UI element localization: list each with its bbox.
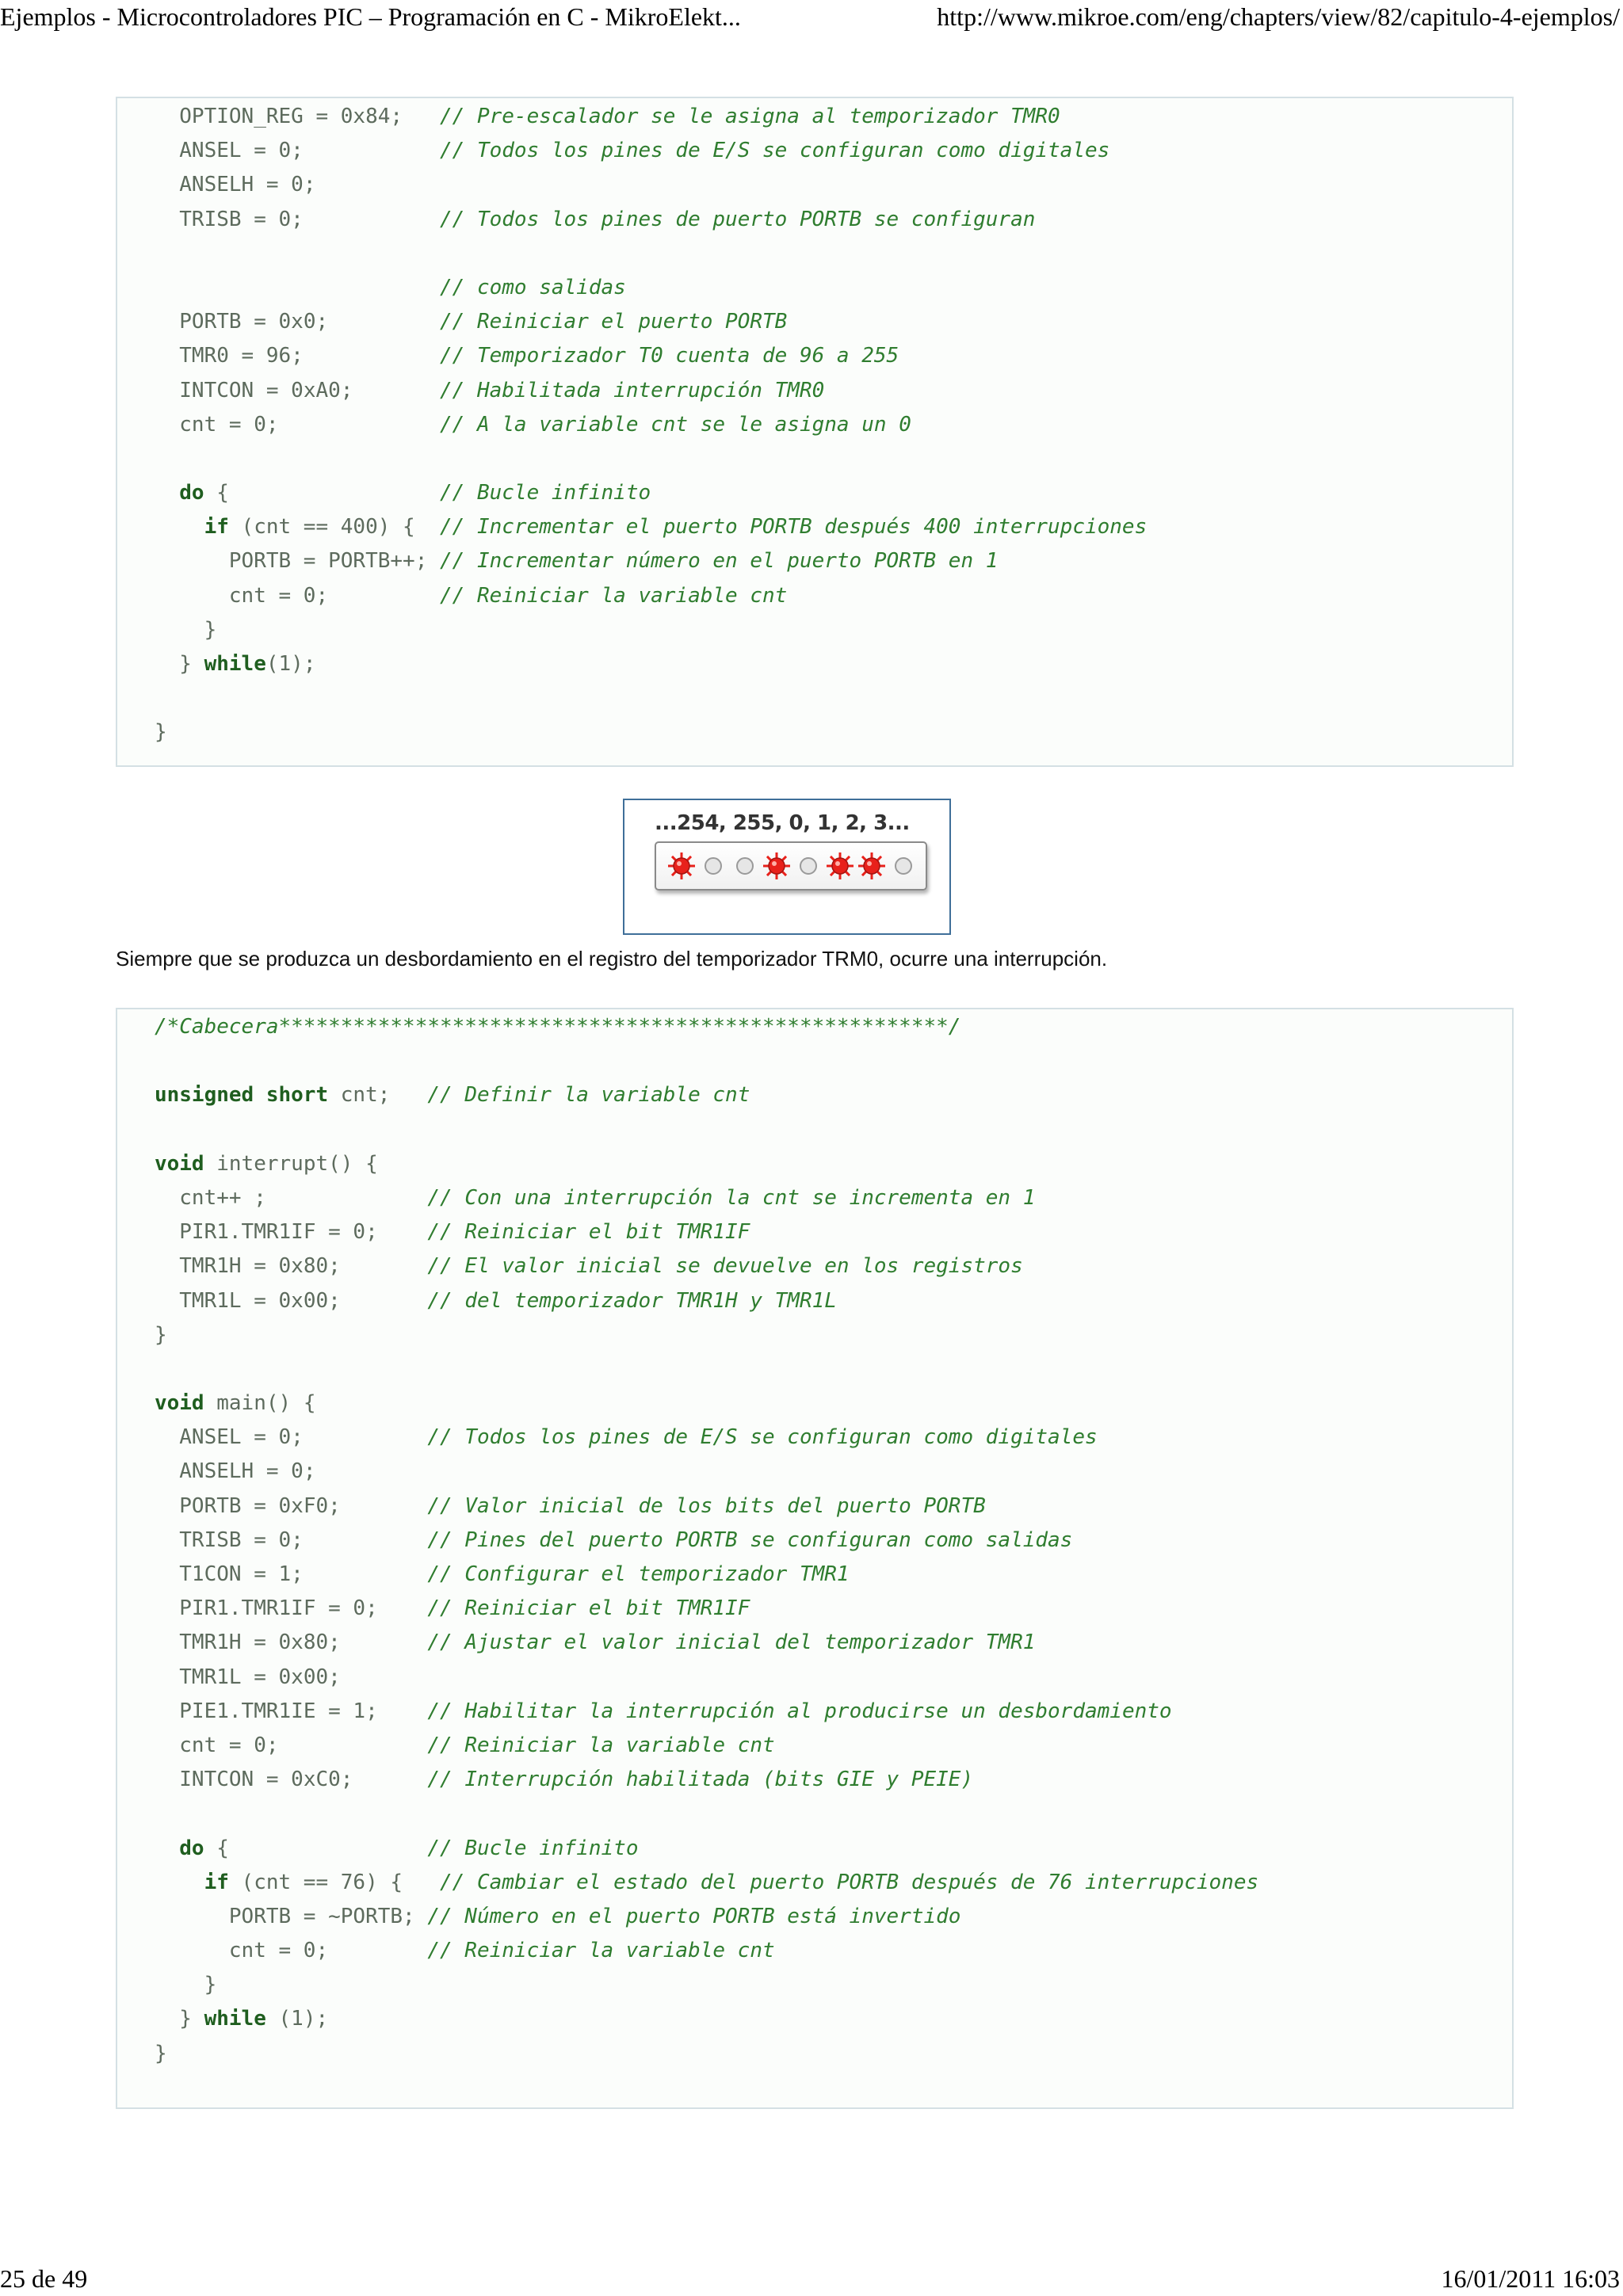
code-text: { [204, 1836, 428, 1860]
code-comment: // Incrementar el puerto PORTB después 400 interrupciones [440, 515, 1148, 540]
code-line [117, 1489, 1258, 1524]
code-comment: // Interrupción habilitada (bits GIE y PEIE) [427, 1768, 974, 1792]
counter-sequence-label: ...254, 255, 0, 1, 2, 3... [655, 811, 910, 835]
code-comment: // Cambiar el estado del puerto PORTB después de 76 interrupciones [440, 1870, 1259, 1894]
code-listing [117, 1010, 1258, 2071]
code-comment: // Reiniciar la variable cnt [440, 583, 788, 608]
code-indent [117, 515, 204, 539]
code-indent [117, 276, 440, 299]
print-datetime: 16/01/2011 16:03 [1441, 2264, 1620, 2293]
code-comment: // Valor inicial de los bits del puerto PORTB [427, 1493, 986, 1518]
code-indent [117, 1323, 155, 1347]
code-indent [117, 2042, 155, 2065]
code-indent [117, 1118, 155, 1142]
code-line [117, 613, 1147, 647]
code-indent [117, 652, 179, 676]
code-comment: // del temporizador TMR1H y TMR1L [427, 1288, 837, 1313]
code-comment: // Habilitada interrupción TMR0 [440, 378, 825, 402]
code-indent [117, 1733, 179, 1757]
code-line [117, 100, 1147, 134]
code-keyword: while [204, 2007, 266, 2031]
code-indent [117, 1152, 155, 1176]
code-comment: // El valor inicial se devuelve en los registros [427, 1254, 1023, 1279]
code-text: TMR1H = 0x80; [179, 1254, 428, 1279]
code-text: interrupt() { [204, 1151, 378, 1176]
code-indent [117, 1391, 155, 1415]
code-comment: // Habilitar la interrupción al producirse un desbordamiento [427, 1699, 1172, 1723]
code-line [117, 1832, 1258, 1866]
code-text: (1); [265, 2007, 329, 2031]
code-line [117, 1797, 1258, 1831]
code-line [117, 1524, 1258, 1558]
code-comment: /*Cabecera******************************************************/ [154, 1015, 961, 1039]
code-line [117, 203, 1147, 237]
led-off-icon [896, 858, 911, 874]
code-indent [117, 1871, 204, 1894]
page-number: 25 de 49 [0, 2264, 88, 2293]
code-indent [117, 1425, 179, 1449]
led-off-icon [705, 858, 721, 874]
code-comment: // Incrementar número en el puerto PORTB en 1 [440, 549, 999, 574]
code-comment: // como salidas [440, 275, 626, 299]
code-comment: // Pre-escalador se le asigna al temporizador TMR0 [440, 105, 1060, 128]
code-text: (cnt == 76) { [228, 1870, 440, 1894]
code-text: } [154, 720, 167, 745]
code-indent [117, 481, 179, 505]
code-comment: // Todos los pines de E/S se configuran como digitales [427, 1425, 1098, 1450]
code-line [117, 510, 1147, 544]
code-comment: // Con una interrupción la cnt se incrementa en 1 [427, 1185, 1036, 1210]
code-indent [117, 1459, 179, 1483]
code-comment: // Configurar el temporizador TMR1 [427, 1562, 850, 1586]
code-text: TMR1L = 0x00; [179, 1288, 428, 1313]
code-text: } [179, 2007, 204, 2031]
code-line [117, 1318, 1258, 1352]
code-keyword: void [154, 1151, 204, 1176]
page-url: http://www.mikroe.com/eng/chapters/view/82/capitulo-4-ejemplos/ [937, 2, 1620, 31]
code-indent [117, 379, 179, 402]
code-line [117, 134, 1147, 168]
code-keyword: unsigned short [154, 1083, 329, 1108]
print-header [0, 0, 1623, 33]
code-comment: // Todos los pines de puerto PORTB se configuran [440, 207, 1036, 231]
code-indent [117, 447, 155, 471]
page-title: Ejemplos - Microcontroladores PIC – Programación en C - MikroElekt... [0, 2, 741, 31]
led-on-icon [668, 852, 695, 879]
code-comment: // Reiniciar el puerto PORTB [440, 310, 788, 334]
code-comment: // Temporizador T0 cuenta de 96 a 255 [440, 344, 899, 368]
code-line [117, 1455, 1258, 1489]
code-line [117, 1626, 1258, 1660]
code-indent [117, 1630, 179, 1654]
code-line [117, 579, 1147, 613]
code-line [117, 1421, 1258, 1455]
code-indent [117, 1836, 179, 1860]
code-indent [117, 1357, 155, 1381]
code-line [117, 1592, 1258, 1626]
code-line [117, 1661, 1258, 1695]
code-indent [117, 208, 179, 231]
code-text: } [179, 652, 204, 676]
code-line [117, 1558, 1258, 1592]
code-line [117, 1215, 1258, 1249]
code-comment: // Bucle infinito [440, 481, 651, 505]
code-block-timer0 [116, 97, 1514, 767]
code-comment: // Pines del puerto PORTB se configuran como salidas [427, 1527, 1073, 1552]
print-footer [0, 2263, 1623, 2294]
led-off-icon [800, 858, 816, 874]
code-line [117, 1695, 1258, 1729]
code-comment: // Definir la variable cnt [427, 1083, 750, 1108]
code-text: ANSEL = 0; [179, 139, 441, 163]
code-line [117, 408, 1147, 442]
code-indent [117, 1289, 179, 1313]
code-text: INTCON = 0xC0; [179, 1768, 428, 1792]
code-line [117, 1147, 1258, 1181]
code-indent [117, 173, 179, 196]
figure-caption: Siempre que se produzca un desbordamiento en el registro del temporizador TRM0, ocurre una interrupción. [116, 947, 1108, 971]
code-text: PIR1.TMR1IF = 0; [179, 1220, 428, 1245]
code-keyword: if [204, 515, 229, 540]
code-indent [117, 1220, 179, 1244]
code-comment: // Número en el puerto PORTB está invertido [427, 1904, 961, 1928]
code-line [117, 1249, 1258, 1283]
code-indent [117, 310, 179, 334]
code-indent [117, 1939, 229, 1962]
code-listing [117, 100, 1147, 750]
code-indent [117, 139, 179, 162]
code-line [117, 681, 1147, 715]
code-text: PORTB = ~PORTB; [228, 1904, 428, 1928]
code-indent [117, 242, 155, 265]
code-text: cnt++ ; [179, 1185, 428, 1210]
code-text: } [204, 617, 217, 642]
code-indent [117, 1665, 179, 1689]
led-panel [655, 841, 927, 891]
code-keyword: if [204, 1870, 229, 1894]
code-indent [117, 618, 204, 642]
code-text: cnt = 0; [179, 1733, 428, 1757]
code-text: PORTB = PORTB++; [228, 549, 440, 574]
led-off-icon [737, 858, 753, 874]
led-on-icon [827, 852, 854, 879]
code-indent [117, 584, 229, 608]
code-text: TMR1H = 0x80; [179, 1630, 428, 1655]
code-keyword: do [179, 481, 204, 505]
code-line [117, 1078, 1258, 1112]
code-text: ANSELH = 0; [179, 173, 316, 197]
code-line [117, 1968, 1258, 2002]
code-line [117, 1181, 1258, 1215]
code-line [117, 1763, 1258, 1797]
code-line [117, 1900, 1258, 1934]
code-indent [117, 720, 155, 744]
code-line [117, 476, 1147, 510]
code-line [117, 1386, 1258, 1421]
code-text: main() { [204, 1391, 316, 1416]
code-line [117, 1284, 1258, 1318]
code-indent [117, 2007, 179, 2031]
code-indent [117, 1015, 155, 1039]
code-keyword: do [179, 1836, 204, 1860]
code-text: } [154, 2041, 167, 2065]
code-keyword: while [204, 652, 266, 676]
code-indent [117, 413, 179, 437]
code-indent [117, 1905, 229, 1928]
code-line [117, 647, 1147, 681]
code-line [117, 1934, 1258, 1968]
code-indent [117, 1528, 179, 1552]
code-text: INTCON = 0xA0; [179, 378, 441, 402]
code-line [117, 339, 1147, 373]
code-line [117, 544, 1147, 578]
code-text: } [154, 1322, 167, 1347]
code-text: PIE1.TMR1IE = 1; [179, 1699, 428, 1723]
led-row [656, 843, 926, 889]
code-indent [117, 1562, 179, 1586]
code-indent [117, 344, 179, 368]
code-text: T1CON = 1; [179, 1562, 428, 1586]
code-line [117, 715, 1147, 749]
code-line [117, 374, 1147, 408]
code-comment: // Ajustar el valor inicial del temporizador TMR1 [427, 1630, 1036, 1655]
code-text: cnt = 0; [179, 412, 441, 437]
code-text: TRISB = 0; [179, 207, 441, 231]
code-line [117, 168, 1147, 202]
code-text: OPTION_REG = 0x84; [179, 105, 441, 128]
code-text: (cnt == 400) { [228, 515, 440, 540]
code-indent [117, 1049, 155, 1073]
code-text: TRISB = 0; [179, 1527, 428, 1552]
code-comment: // Reiniciar el bit TMR1IF [427, 1220, 750, 1245]
code-text: cnt; [328, 1083, 428, 1108]
code-line [117, 305, 1147, 339]
led-on-icon [858, 852, 885, 879]
code-text: TMR1L = 0x00; [179, 1665, 341, 1689]
code-indent [117, 686, 155, 710]
code-indent [117, 1802, 155, 1825]
code-text: PORTB = 0x0; [179, 310, 441, 334]
code-line [117, 271, 1147, 305]
code-indent [117, 1083, 155, 1107]
code-indent [117, 1494, 179, 1518]
led-on-icon [763, 852, 790, 879]
code-text: ANSEL = 0; [179, 1425, 428, 1450]
code-line [117, 2037, 1258, 2071]
code-indent [117, 1973, 204, 1997]
code-indent [117, 1186, 179, 1210]
code-line [117, 1729, 1258, 1763]
code-text: PORTB = 0xF0; [179, 1493, 428, 1518]
code-indent [117, 105, 179, 128]
code-comment: // Bucle infinito [427, 1836, 639, 1860]
code-indent [117, 1768, 179, 1791]
code-indent [117, 1254, 179, 1278]
code-text: { [204, 481, 441, 505]
code-comment: // Reiniciar la variable cnt [427, 1939, 775, 1963]
code-text: } [204, 1973, 217, 1997]
code-text: TMR0 = 96; [179, 344, 441, 368]
code-line [117, 237, 1147, 271]
code-keyword: void [154, 1391, 204, 1416]
code-line [117, 1866, 1258, 1900]
code-text: ANSELH = 0; [179, 1459, 316, 1484]
code-line [117, 1352, 1258, 1386]
code-line [117, 442, 1147, 476]
code-comment: // A la variable cnt se le asigna un 0 [440, 412, 911, 437]
code-line [117, 2002, 1258, 2036]
code-comment: // Reiniciar el bit TMR1IF [427, 1596, 750, 1621]
code-line [117, 1113, 1258, 1147]
code-text: PIR1.TMR1IF = 0; [179, 1596, 428, 1621]
code-indent [117, 1596, 179, 1620]
code-text: cnt = 0; [228, 583, 440, 608]
code-line [117, 1010, 1258, 1044]
code-text: (1); [265, 652, 316, 676]
code-text: cnt = 0; [228, 1939, 428, 1963]
code-comment: // Reiniciar la variable cnt [427, 1733, 775, 1757]
code-line [117, 1044, 1258, 1078]
code-indent [117, 1699, 179, 1723]
led-counter-figure [623, 799, 951, 935]
code-comment: // Todos los pines de E/S se configuran como digitales [440, 139, 1110, 163]
code-indent [117, 549, 229, 573]
code-block-timer1 [116, 1008, 1514, 2109]
